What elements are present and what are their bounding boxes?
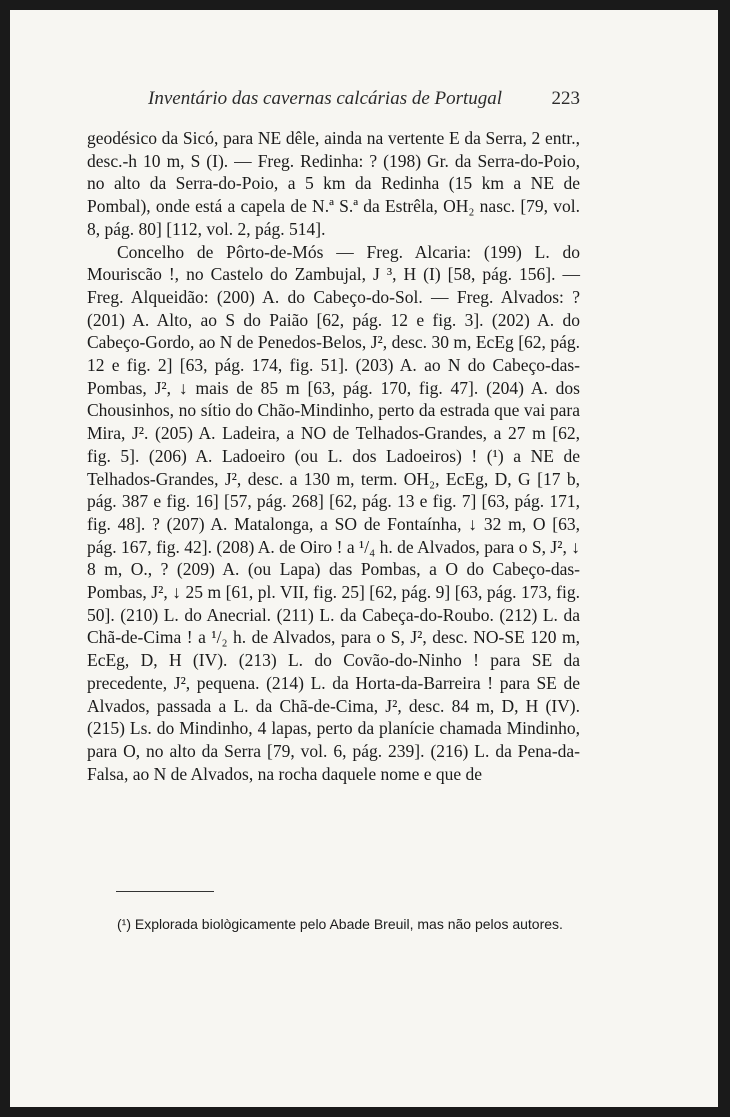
paragraph-2: Concelho de Pôrto-de-Mós — Freg. Alcaria: (199) L. do Mouriscão !, no Castelo do Zambujal, J ³, H (I) [58, pág. 156]. — Freg. Alqueidão: (200) A. do Cabeço-do-Sol. — Freg. Alvados: ? (201) A. Alto, ao S do Paião [62, pág. 12 e fig. 3]. (202) A. do Cabeço-Gordo, ao N de Penedos-Belos, J², desc. 30 m, EcEg [62, pág. 12 e fig. 2] [63, pág. 174, fig. 51]. (203) A. ao N do Cabeço-das-Pombas, J², ↓ mais de 85 m [63, pág. 170, fig. 47]. (204) A. dos Chousinhos, no sítio do Chão-Mindinho, perto da estrada que vai para Mira, J². (205) A. Ladeira, a NO de Telhados-Grandes, a 27 m [62, fig. 5]. (206) A. Ladoeiro (ou L. dos Ladoeiros) ! (¹) a NE de Telhados-Grandes, J², desc. a 130 m, term. OH₂, EcEg, D, G [17 b, pág. 387 e fig. 16] [57, pág. 268] [62, pág. 13 e fig. 7] [63, pág. 171, fig. 48]. ? (207) A. Matalonga, a SO de Fontaínha, ↓ 32 m, O [63, pág. 167, fig. 42]. (208) A. de Oiro ! a ¹/₄ h. de Alvados, para o S, J², ↓ 8 m, O., ? (209) A. (ou Lapa) das Pombas, a O do Cabeço-das-Pombas, J², ↓ 25 m [61, pl. VII, fig. 25] [62, pág. 9] [63, pág. 173, fig. 50]. (210) L. do Anecrial. (211) L. da Cabeça-do-Roubo. (212) L. da Chã-de-Cima ! a ¹/₂ h. de Alvados, para o S, J², desc. NO-SE 120 m, EcEg, D, H (IV). (213) L. do Covão-do-Ninho ! para SE da precedente, J², pequena. (214) L. da Horta-da-Barreira ! para SE de Alvados, passada a L. da Chã-de-Cima, J², desc. 84 m, D, H (IV). (215) Ls. do Mindinho, 4 lapas, perto da planície chamada Mindinho, para O, no alto da Serra [79, vol. 6, pág. 239]. (216) L. da Pena-da-Falsa, ao N de Alvados, na rocha daquele nome e que de [87, 241, 580, 784]
footnote: (¹) Explorada biològicamente pelo Abade Breuil, mas não pelos autores. [117, 916, 563, 932]
page-number: 223 [551, 88, 580, 109]
paragraph-1: geodésico da Sicó, para NE dêle, ainda na vertente E da Serra, 2 entr., desc.-h 10 m, S (I). — Freg. Redinha: ? (198) Gr. da Serra-do-Poio, no alto da Serra-do-Poio, a 5 km da Redinha (15 km a NE de Pombal), onde está a capela de N.ª S.ª da Estrêla, OH₂ nasc. [79, vol. 8, pág. 80] [112, vol. 2, pág. 514]. [87, 128, 580, 239]
running-title: Inventário das cavernas calcárias de Portugal [148, 88, 503, 109]
footnote-rule [116, 891, 214, 892]
book-page [10, 10, 718, 1107]
running-header [148, 88, 580, 110]
body-text [87, 127, 580, 785]
